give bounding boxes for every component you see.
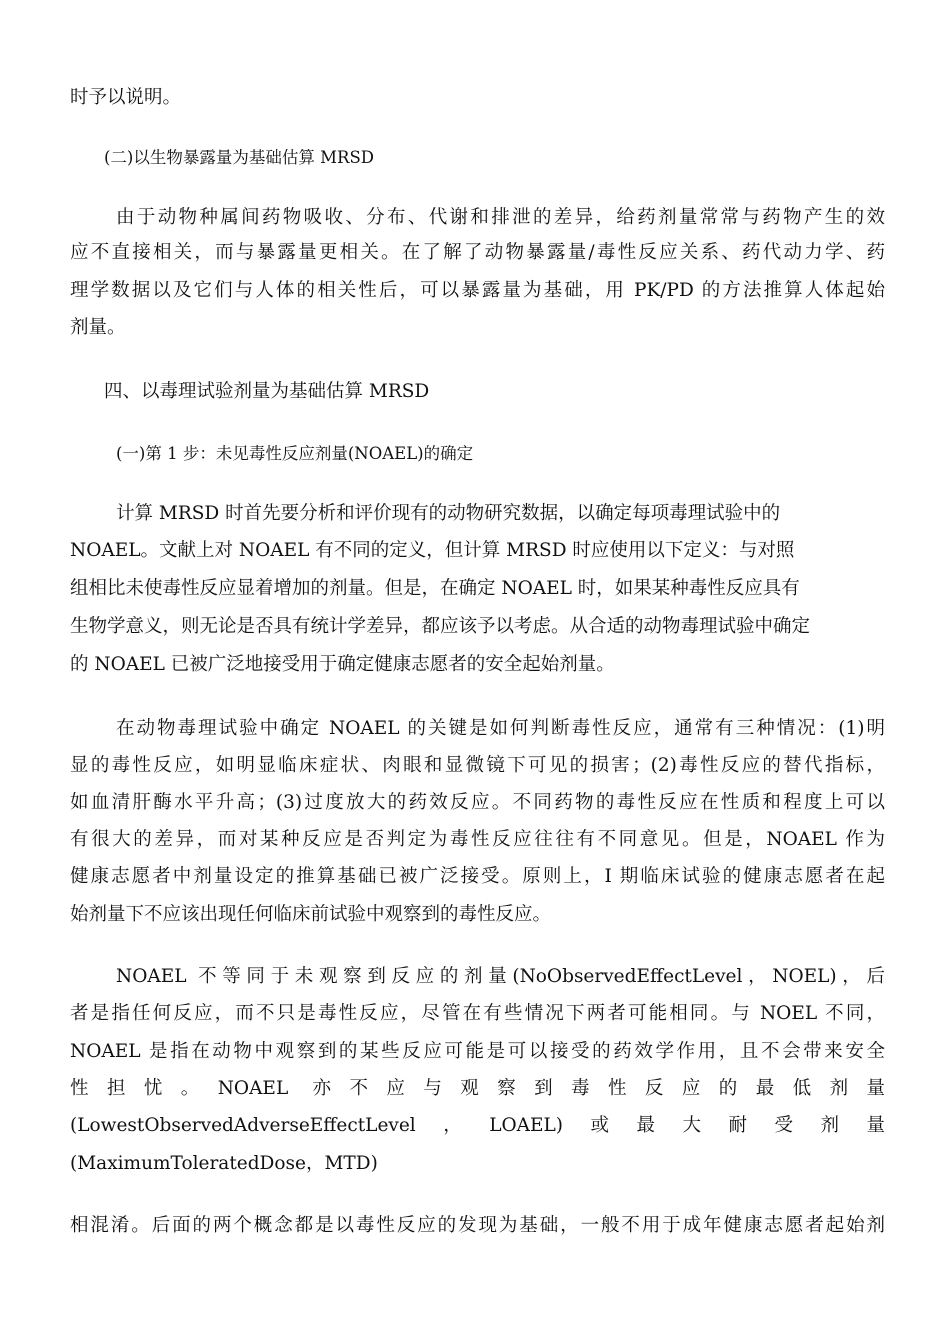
paragraph-line: 的 NOAEL 已被广泛地接受用于确定健康志愿者的安全起始剂量。: [70, 654, 615, 675]
paragraph-line: 剂量。: [70, 317, 126, 338]
paragraph-line: 者是指任何反应，而不只是毒性反应，尽管在有些情况下两者可能相同。与 NOEL 不同，: [70, 1003, 885, 1024]
paragraph-line: 如血清肝酶水平升高；(3)过度放大的药效反应。不同药物的毒性反应在性质和程度上可以: [70, 792, 885, 813]
subheading-step1: (一)第 1 步：未见毒性反应剂量(NOAEL)的确定: [116, 444, 474, 463]
paragraph-line: 显的毒性反应，如明显临床症状、肉眼和显微镜下可见的损害；(2)毒性反应的替代指标，: [70, 755, 885, 776]
paragraph-line: 始剂量下不应该出现任何临床前试验中观察到的毒性反应。: [70, 904, 552, 925]
paragraph-line: 由于动物种属间药物吸收、分布、代谢和排泄的差异，给药剂量常常与药物产生的效: [116, 207, 885, 228]
subheading-exposure: (二)以生物暴露量为基础估算 MRSD: [104, 148, 374, 167]
continuation-line: 时予以说明。: [70, 87, 182, 108]
paragraph-line: 有很大的差异，而对某种反应是否判定为毒性反应往往有不同意见。但是，NOAEL 作为: [70, 829, 885, 850]
paragraph-line: (MaximumToleratedDose，MTD): [70, 1153, 378, 1174]
paragraph-line: 健康志愿者中剂量设定的推算基础已被广泛接受。原则上，I 期临床试验的健康志愿者在起: [70, 866, 885, 887]
paragraph-line: 理学数据以及它们与人体的相关性后，可以暴露量为基础，用 PK/PD 的方法推算人体起始: [70, 280, 885, 301]
paragraph-line: NOAEL。文献上对 NOAEL 有不同的定义，但计算 MRSD 时应使用以下定义：与对照: [70, 540, 795, 561]
paragraph-line: 性担忧。NOAEL 亦不应与观察到毒性反应的最低剂量: [70, 1078, 885, 1099]
paragraph-line: NOAEL 不等同于未观察到反应的剂量(NoObservedEffectLevel，NOEL)，后: [116, 966, 885, 987]
paragraph-line: (LowestObservedAdverseEffectLevel，LOAEL)或最大耐受剂量: [70, 1115, 885, 1136]
paragraph-line: NOAEL 是指在动物中观察到的某些反应可能是可以接受的药效学作用，且不会带来安全: [70, 1041, 885, 1062]
paragraph-line: 组相比未使毒性反应显着增加的剂量。但是，在确定 NOAEL 时，如果某种毒性反应具有: [70, 578, 800, 599]
paragraph-line: 应不直接相关，而与暴露量更相关。在了解了动物暴露量/毒性反应关系、药代动力学、药: [70, 242, 885, 263]
paragraph-line: 计算 MRSD 时首先要分析和评价现有的动物研究数据，以确定每项毒理试验中的: [116, 503, 781, 524]
paragraph-line: 生物学意义，则无论是否具有统计学差异，都应该予以考虑。从合适的动物毒理试验中确定: [70, 616, 811, 637]
paragraph-line: 在动物毒理试验中确定 NOAEL 的关键是如何判断毒性反应，通常有三种情况：(1)明: [116, 718, 885, 739]
section-heading-four: 四、以毒理试验剂量为基础估算 MRSD: [104, 381, 430, 402]
paragraph-line: 相混淆。后面的两个概念都是以毒性反应的发现为基础，一般不用于成年健康志愿者起始剂: [70, 1215, 885, 1236]
